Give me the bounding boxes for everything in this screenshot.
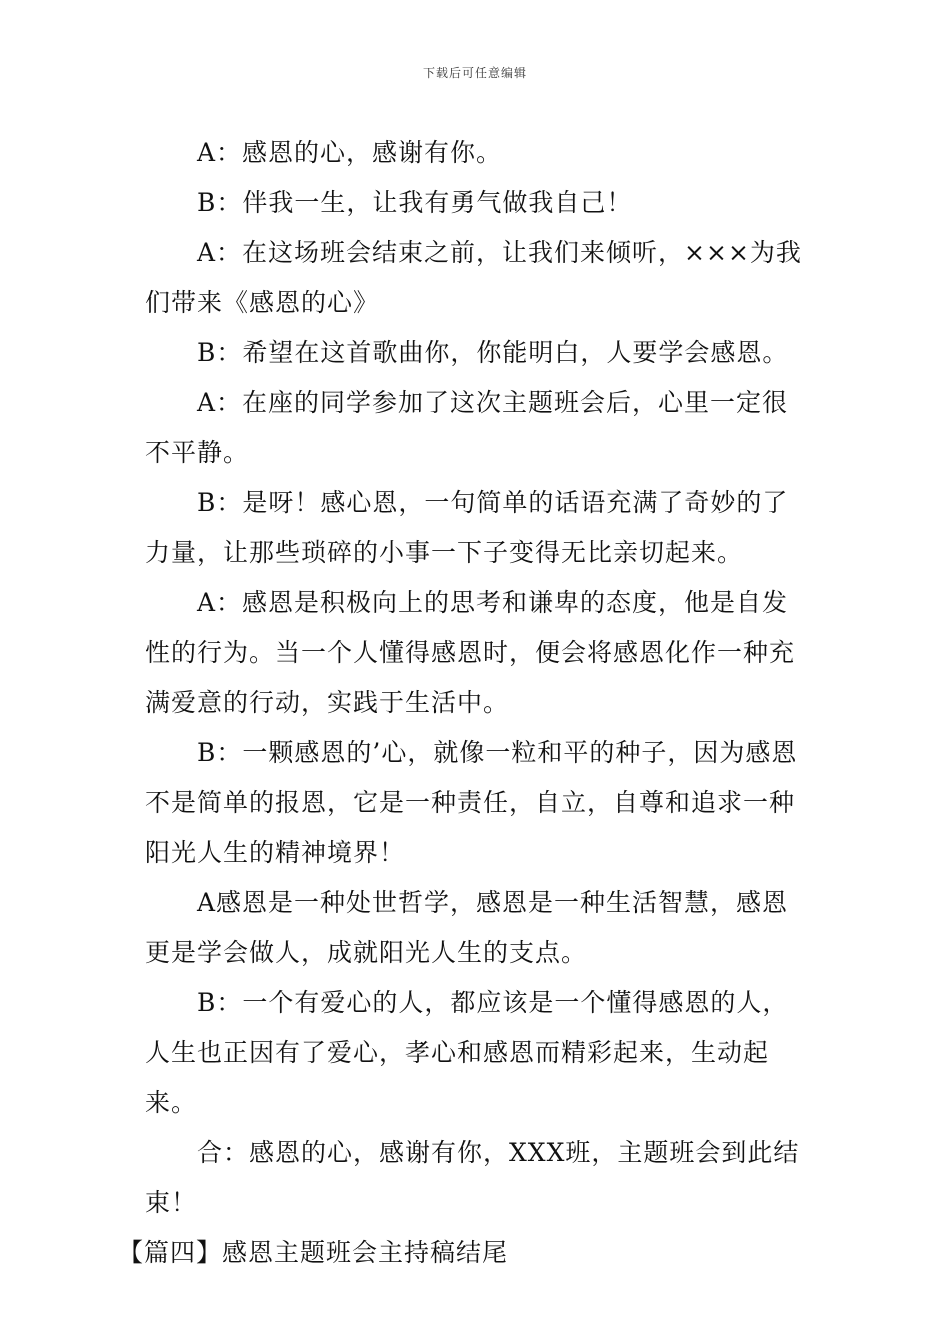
section-heading: 【篇四】感恩主题班会主持稿结尾	[118, 1238, 509, 1267]
dialogue-paragraph: B：希望在这首歌曲你，你能明白，人要学会感恩。	[197, 338, 789, 367]
dialogue-paragraph: A：在这场班会结束之前，让我们来倾听，×××为我们带来《感恩的心》	[145, 238, 802, 317]
dialogue-paragraph: A：在座的同学参加了这次主题班会后，心里一定很不平静。	[145, 388, 789, 467]
dialogue-paragraph: B：是呀！感心恩，一句简单的话语充满了奇妙的了力量，让那些琐碎的小事一下子变得无比亲切起来。	[145, 488, 789, 567]
dialogue-paragraph: A：感恩的心，感谢有你。	[197, 138, 503, 167]
dialogue-paragraph: A感恩是一种处世哲学，感恩是一种生活智慧，感恩更是学会做人，成就阳光人生的支点。	[145, 888, 789, 967]
dialogue-paragraph: 合：感恩的心，感谢有你，XXX班，主题班会到此结束！	[145, 1138, 800, 1217]
dialogue-paragraph: B：一颗感恩的’心，就像一粒和平的种子，因为感恩不是简单的报恩，它是一种责任，自立，自尊和追求一种阳光人生的精神境界！	[145, 738, 798, 867]
dialogue-paragraph: B：伴我一生，让我有勇气做我自己！	[197, 188, 633, 217]
dialogue-paragraph: B：一个有爱心的人，都应该是一个懂得感恩的人，人生也正因有了爱心，孝心和感恩而精彩起来，生动起来。	[145, 988, 789, 1117]
page-header: 下载后可任意编辑	[422, 66, 527, 80]
document-body	[118, 128, 810, 1278]
dialogue-paragraph: A：感恩是积极向上的思考和谦卑的态度，他是自发性的行为。当一个人懂得感恩时，便会将感恩化作一种充满爱意的行动，实践于生活中。	[145, 588, 796, 717]
